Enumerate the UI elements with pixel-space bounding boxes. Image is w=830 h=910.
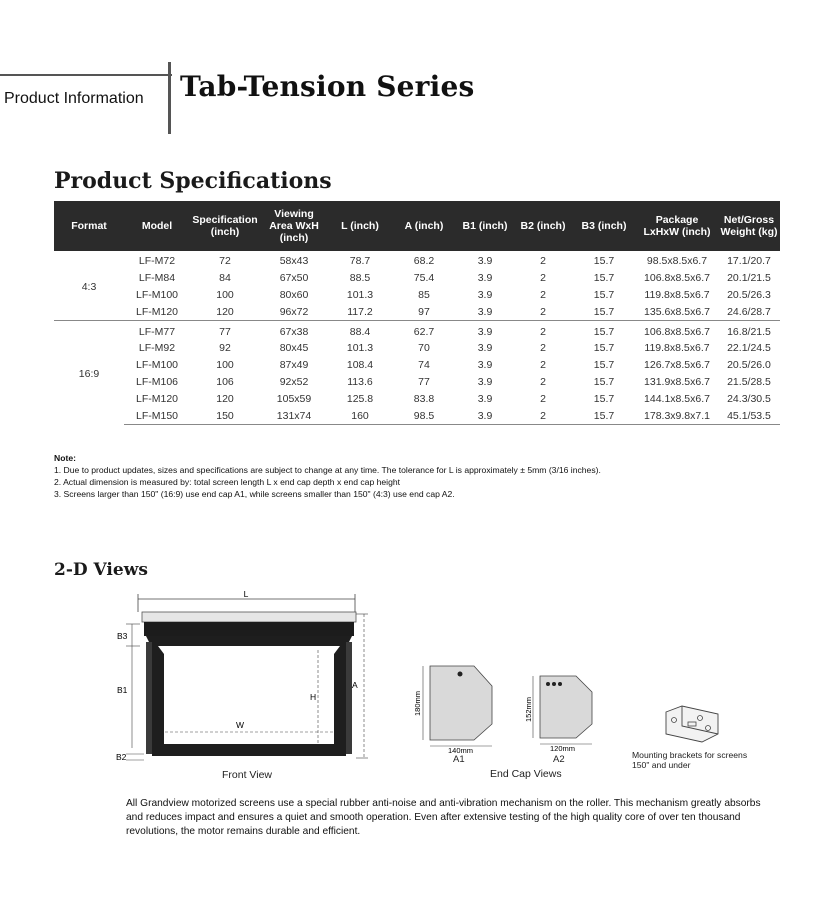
dim-label-b2: B2 (116, 752, 127, 762)
spec-cell: 131.9x8.5x6.7 (644, 375, 710, 388)
spec-cell: LF-M72 (138, 255, 176, 268)
front-view-caption: Front View (222, 769, 272, 781)
spec-row (54, 374, 780, 391)
spec-cell: 15.7 (593, 288, 615, 301)
spec-cell: 100 (216, 288, 234, 301)
dim-label-a: A (352, 680, 358, 690)
spec-column-header: Net/Gross Weight (kg) (718, 201, 780, 251)
spec-cell: 88.4 (328, 321, 392, 340)
mounting-bracket-caption-line-2: 150" and under (632, 760, 691, 770)
spec-cell: 67x38 (260, 321, 328, 340)
spec-cell: 131x74 (260, 407, 328, 424)
note-item: 2. Actual dimension is measured by: total screen length L x end cap depth x end cap height (54, 477, 401, 487)
spec-cell: 108.4 (346, 359, 374, 372)
spec-cell: 15.7 (593, 305, 615, 318)
spec-cell: 125.8 (346, 392, 374, 405)
spec-cell: 106 (216, 375, 234, 388)
spec-cell: 20.5/26.0 (727, 359, 771, 372)
mounting-bracket-drawing (660, 704, 724, 744)
note-item: 3. Screens larger than 150" (16:9) use end cap A1, while screens smaller than 150" (4:3) use end cap A2. (54, 489, 455, 499)
spec-cell: 15.7 (593, 342, 615, 355)
spec-cell: 3.9 (456, 321, 514, 340)
spec-cell: LF-M120 (135, 392, 178, 405)
spec-row (54, 390, 780, 407)
spec-cell: 20.5/26.3 (727, 288, 771, 301)
spec-cell: LF-M150 (124, 407, 190, 424)
section-label: Product Information (4, 90, 144, 107)
spec-cell: 3.9 (477, 272, 493, 285)
spec-cell: 77 (418, 375, 430, 388)
spec-cell: 135.6x8.5x6.7 (644, 305, 710, 318)
spec-row (54, 270, 780, 287)
spec-cell: 113.6 (347, 375, 373, 388)
spec-cell: 98.5 (392, 407, 456, 424)
spec-cell: 15.7 (593, 272, 615, 285)
spec-cell: 62.7 (392, 321, 456, 340)
spec-cell: 92 (219, 342, 231, 355)
spec-cell: 3.9 (477, 255, 493, 268)
spec-cell: 119.8x8.5x6.7 (644, 288, 710, 301)
end-cap-a2-drawing (522, 670, 602, 756)
spec-cell: 45.1/53.5 (718, 407, 780, 424)
spec-row (54, 303, 780, 320)
spec-cell: 178.3x9.8x7.1 (636, 407, 718, 424)
spec-column-header: Specification (inch) (190, 201, 260, 251)
spec-cell: 15.7 (593, 375, 615, 388)
spec-body (54, 251, 780, 424)
spec-cell: 80x45 (279, 342, 309, 355)
spec-cell: 2 (540, 342, 546, 355)
mounting-bracket-caption (632, 750, 747, 770)
spec-cell: 106.8x8.5x6.7 (644, 272, 710, 285)
spec-cell: 72 (219, 255, 231, 268)
spec-cell: 3.9 (477, 288, 493, 301)
series-title: Tab-Tension Series (180, 70, 475, 103)
spec-column-header: Format (54, 201, 124, 251)
spec-column-header: Viewing Area WxH (inch) (260, 201, 328, 251)
spec-cell: LF-M84 (138, 272, 176, 285)
mounting-bracket-caption-line-1: Mounting brackets for screens (632, 750, 748, 760)
spec-cell: 77 (190, 321, 260, 340)
end-cap-views-caption: End Cap Views (490, 768, 562, 780)
spec-cell: 16.8/21.5 (718, 321, 780, 340)
a2-height-label: 152mm (524, 696, 533, 722)
spec-cell: 120 (216, 305, 234, 318)
spec-cell: 2 (540, 288, 546, 301)
spec-header-row (54, 201, 780, 251)
spec-cell: 68.2 (413, 255, 435, 268)
dim-label-b3: B3 (117, 631, 128, 641)
dim-label-h: H (310, 692, 317, 702)
spec-row (54, 251, 780, 270)
a2-width-label: 120mm (550, 744, 576, 753)
spec-cell: 15.7 (572, 321, 636, 340)
spec-cell: 15.7 (593, 392, 615, 405)
spec-column-header: B2 (inch) (514, 201, 572, 251)
front-view-drawing (110, 588, 380, 768)
spec-cell: 15.7 (572, 407, 636, 424)
dim-label-w: W (235, 720, 245, 730)
spec-cell: 96x72 (279, 305, 309, 318)
spec-cell: 75.4 (413, 272, 435, 285)
header-divider-horizontal (0, 74, 172, 76)
spec-row (54, 321, 780, 340)
notes-heading: Note: (54, 453, 76, 463)
spec-cell: 2 (540, 255, 546, 268)
spec-cell: LF-M100 (135, 359, 178, 372)
spec-column-header: Package LxHxW (inch) (636, 201, 718, 251)
a1-width-label: 140mm (448, 746, 474, 755)
spec-cell: 101.3 (346, 342, 374, 355)
body-paragraph: All Grandview motorized screens use a special rubber anti-noise and anti-vibration mechanism on the roller. This mechanism greatly absorbs and reduces impact and ensures a quiet and smooth operation. Even after extensive testing of the high quality core of over ten thousand revolutions, the motor remains durable and efficient. (126, 798, 761, 837)
spec-cell: 120 (216, 392, 234, 405)
spec-column-header: A (inch) (392, 201, 456, 251)
spec-cell: 24.6/28.7 (727, 305, 771, 318)
spec-cell: 106.8x8.5x6.7 (636, 321, 718, 340)
spec-cell: 3.9 (477, 359, 493, 372)
dim-label-l: L (243, 589, 249, 599)
spec-cell: LF-M100 (135, 288, 178, 301)
spec-cell: 58x43 (279, 255, 309, 268)
spec-cell: 3.9 (477, 305, 493, 318)
spec-row (54, 357, 780, 374)
spec-cell: 80x60 (279, 288, 309, 301)
spec-cell: 2 (540, 392, 546, 405)
spec-cell: 70 (418, 342, 430, 355)
spec-row (54, 340, 780, 357)
spec-cell: 78.7 (349, 255, 371, 268)
spec-cell: 2 (514, 407, 572, 424)
spec-cell: LF-M106 (135, 375, 178, 388)
format-cell: 4:3 (81, 280, 97, 293)
spec-cell: LF-M120 (135, 305, 178, 318)
dim-label-b1: B1 (117, 685, 128, 695)
spec-cell: 126.7x8.5x6.7 (644, 359, 710, 372)
spec-cell: 160 (328, 407, 392, 424)
spec-cell: 92x52 (279, 375, 309, 388)
spec-column-header: Model (124, 201, 190, 251)
spec-cell: LF-M77 (124, 321, 190, 340)
spec-cell: 87x49 (279, 359, 309, 372)
spec-cell: 2 (540, 305, 546, 318)
spec-column-header: B3 (inch) (572, 201, 636, 251)
end-cap-a1-drawing (412, 658, 502, 758)
spec-cell: 100 (216, 359, 234, 372)
spec-cell: 97 (418, 305, 430, 318)
spec-cell: 3.9 (477, 342, 493, 355)
views-section-title: 2-D Views (54, 560, 148, 580)
spec-cell: 15.7 (593, 255, 615, 268)
spec-column-header: B1 (inch) (456, 201, 514, 251)
spec-section-title: Product Specifications (54, 168, 332, 194)
spec-cell: 150 (190, 407, 260, 424)
spec-cell: 98.5x8.5x6.7 (646, 255, 708, 268)
spec-cell: 21.5/28.5 (727, 375, 771, 388)
spec-cell: 105x59 (276, 392, 312, 405)
spec-cell: 3.9 (477, 392, 493, 405)
spec-cell: 2 (540, 359, 546, 372)
end-cap-a1-caption: A1 (453, 754, 465, 765)
spec-table (54, 201, 780, 425)
spec-cell: 2 (540, 272, 546, 285)
spec-cell: 3.9 (456, 407, 514, 424)
spec-cell: 88.5 (349, 272, 371, 285)
spec-cell: 3.9 (477, 375, 493, 388)
spec-row (54, 407, 780, 424)
spec-cell: 85 (418, 288, 430, 301)
spec-cell: LF-M92 (138, 342, 176, 355)
spec-cell: 67x50 (279, 272, 309, 285)
spec-cell: 101.3 (346, 288, 374, 301)
spec-cell: 2 (540, 375, 546, 388)
spec-cell: 74 (418, 359, 430, 372)
spec-cell: 84 (219, 272, 231, 285)
spec-cell: 17.1/20.7 (727, 255, 771, 268)
spec-cell: 2 (514, 321, 572, 340)
spec-cell: 20.1/21.5 (727, 272, 771, 285)
spec-cell: 83.8 (413, 392, 435, 405)
spec-column-header: L (inch) (328, 201, 392, 251)
a1-height-label: 180mm (413, 690, 422, 716)
notes-block (54, 452, 601, 500)
spec-cell: 117.2 (347, 305, 373, 318)
end-cap-a2-caption: A2 (553, 754, 565, 765)
note-item: 1. Due to product updates, sizes and specifications are subject to change at any time. The tolerance for L is approximately ± 5mm (3/16 inches). (54, 465, 601, 475)
spec-cell: 22.1/24.5 (727, 342, 771, 355)
spec-cell: 144.1x8.5x6.7 (644, 392, 710, 405)
spec-row (54, 287, 780, 304)
spec-cell: 119.8x8.5x6.7 (644, 342, 710, 355)
format-cell: 16:9 (54, 321, 124, 425)
spec-cell: 15.7 (593, 359, 615, 372)
spec-cell: 24.3/30.5 (727, 392, 771, 405)
header-divider-vertical (168, 62, 171, 134)
